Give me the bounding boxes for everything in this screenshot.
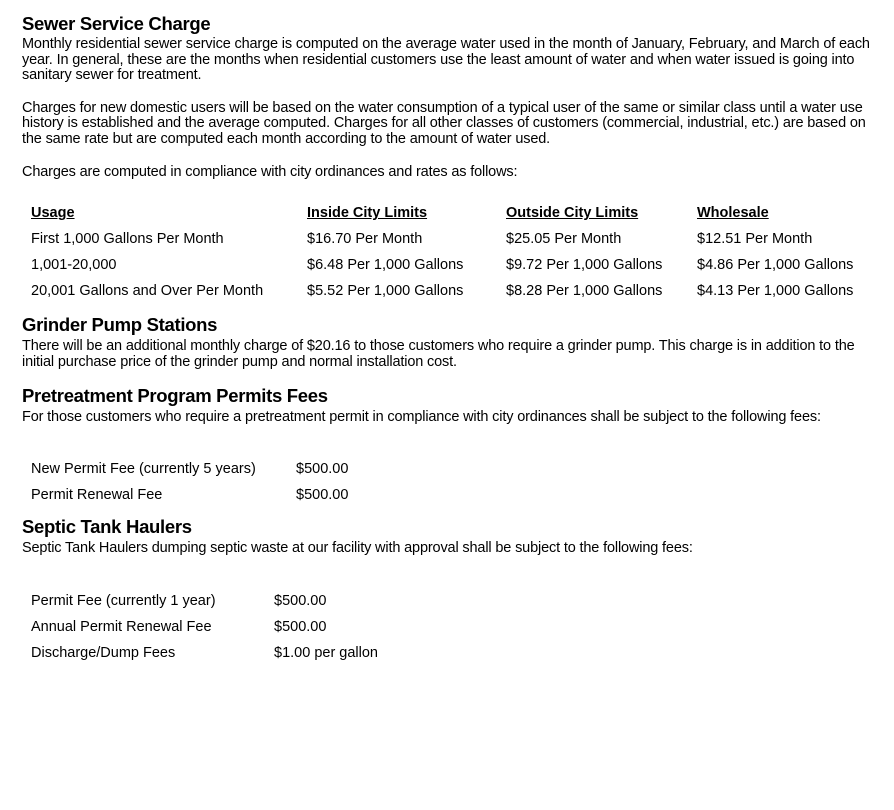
fee-amount: $500.00 [274, 618, 327, 635]
table-header-row [31, 200, 877, 226]
sewer-paragraph-1: Monthly residential sewer service charge is computed on the average water used in the month of January, February, and March of each year. In general, these are the months when residential customers use the least amount of water and when water issued is going into sanitary sewer for treatment. [22, 36, 870, 84]
septic-fee-table [31, 588, 414, 666]
pretreatment-title: Pretreatment Program Permits Fees [22, 385, 328, 407]
table-row [31, 482, 416, 508]
table-row [31, 588, 414, 614]
cell-outside: $9.72 Per 1,000 Gallons [506, 257, 663, 274]
header-usage: Usage [31, 205, 75, 222]
cell-wholesale: $4.86 Per 1,000 Gallons [697, 257, 854, 274]
fee-amount: $500.00 [296, 460, 349, 477]
cell-inside: $6.48 Per 1,000 Gallons [307, 257, 464, 274]
table-row [31, 614, 414, 640]
cell-usage: First 1,000 Gallons Per Month [31, 231, 224, 248]
sewer-rate-table [31, 200, 877, 304]
table-row [31, 456, 416, 482]
septic-title: Septic Tank Haulers [22, 515, 192, 537]
fee-amount: $500.00 [296, 486, 349, 503]
fee-label: Permit Renewal Fee [31, 486, 163, 503]
sewer-title: Sewer Service Charge [22, 13, 211, 34]
fee-amount: $500.00 [274, 592, 327, 609]
fee-label: Annual Permit Renewal Fee [31, 618, 212, 635]
cell-outside: $8.28 Per 1,000 Gallons [506, 283, 663, 300]
table-row [31, 226, 877, 252]
grinder-paragraph: There will be an additional monthly charge of $20.16 to those customers who require a grinder pump. This charge is in addition to the initial purchase price of the grinder pump and normal installation cost. [22, 338, 855, 370]
cell-inside: $5.52 Per 1,000 Gallons [307, 283, 464, 300]
pretreatment-fee-table [31, 456, 416, 508]
fee-label: Discharge/Dump Fees [31, 644, 176, 661]
cell-wholesale: $12.51 Per Month [697, 231, 813, 248]
cell-wholesale: $4.13 Per 1,000 Gallons [697, 283, 854, 300]
cell-inside: $16.70 Per Month [307, 231, 423, 248]
table-row [31, 278, 877, 304]
header-wholesale: Wholesale [697, 205, 769, 222]
fee-amount: $1.00 per gallon [274, 644, 378, 661]
fee-label: Permit Fee (currently 1 year) [31, 592, 216, 609]
table-row [31, 252, 877, 278]
cell-usage: 1,001-20,000 [31, 257, 117, 274]
fee-label: New Permit Fee (currently 5 years) [31, 460, 256, 477]
table-row [31, 640, 414, 666]
document-page [22, 12, 882, 666]
cell-outside: $25.05 Per Month [506, 231, 622, 248]
grinder-title: Grinder Pump Stations [22, 314, 218, 336]
sewer-paragraph-3: Charges are computed in compliance with city ordinances and rates as follows: [22, 163, 518, 180]
septic-paragraph: Septic Tank Haulers dumping septic waste at our facility with approval shall be subject to the following fees: [22, 539, 693, 556]
header-outside-city: Outside City Limits [506, 205, 639, 222]
header-inside-city: Inside City Limits [307, 205, 428, 222]
sewer-paragraph-2: Charges for new domestic users will be based on the water consumption of a typical user of the same or similar class until a water use history is established and the average computed. Charges for all other classes of customers (commercial, industrial, etc.) are based on the same rate but are computed each month according to the amount of water used. [22, 99, 866, 147]
pretreatment-paragraph: For those customers who require a pretreatment permit in compliance with city ordinances shall be subject to the following fees: [22, 409, 821, 426]
cell-usage: 20,001 Gallons and Over Per Month [31, 283, 264, 300]
